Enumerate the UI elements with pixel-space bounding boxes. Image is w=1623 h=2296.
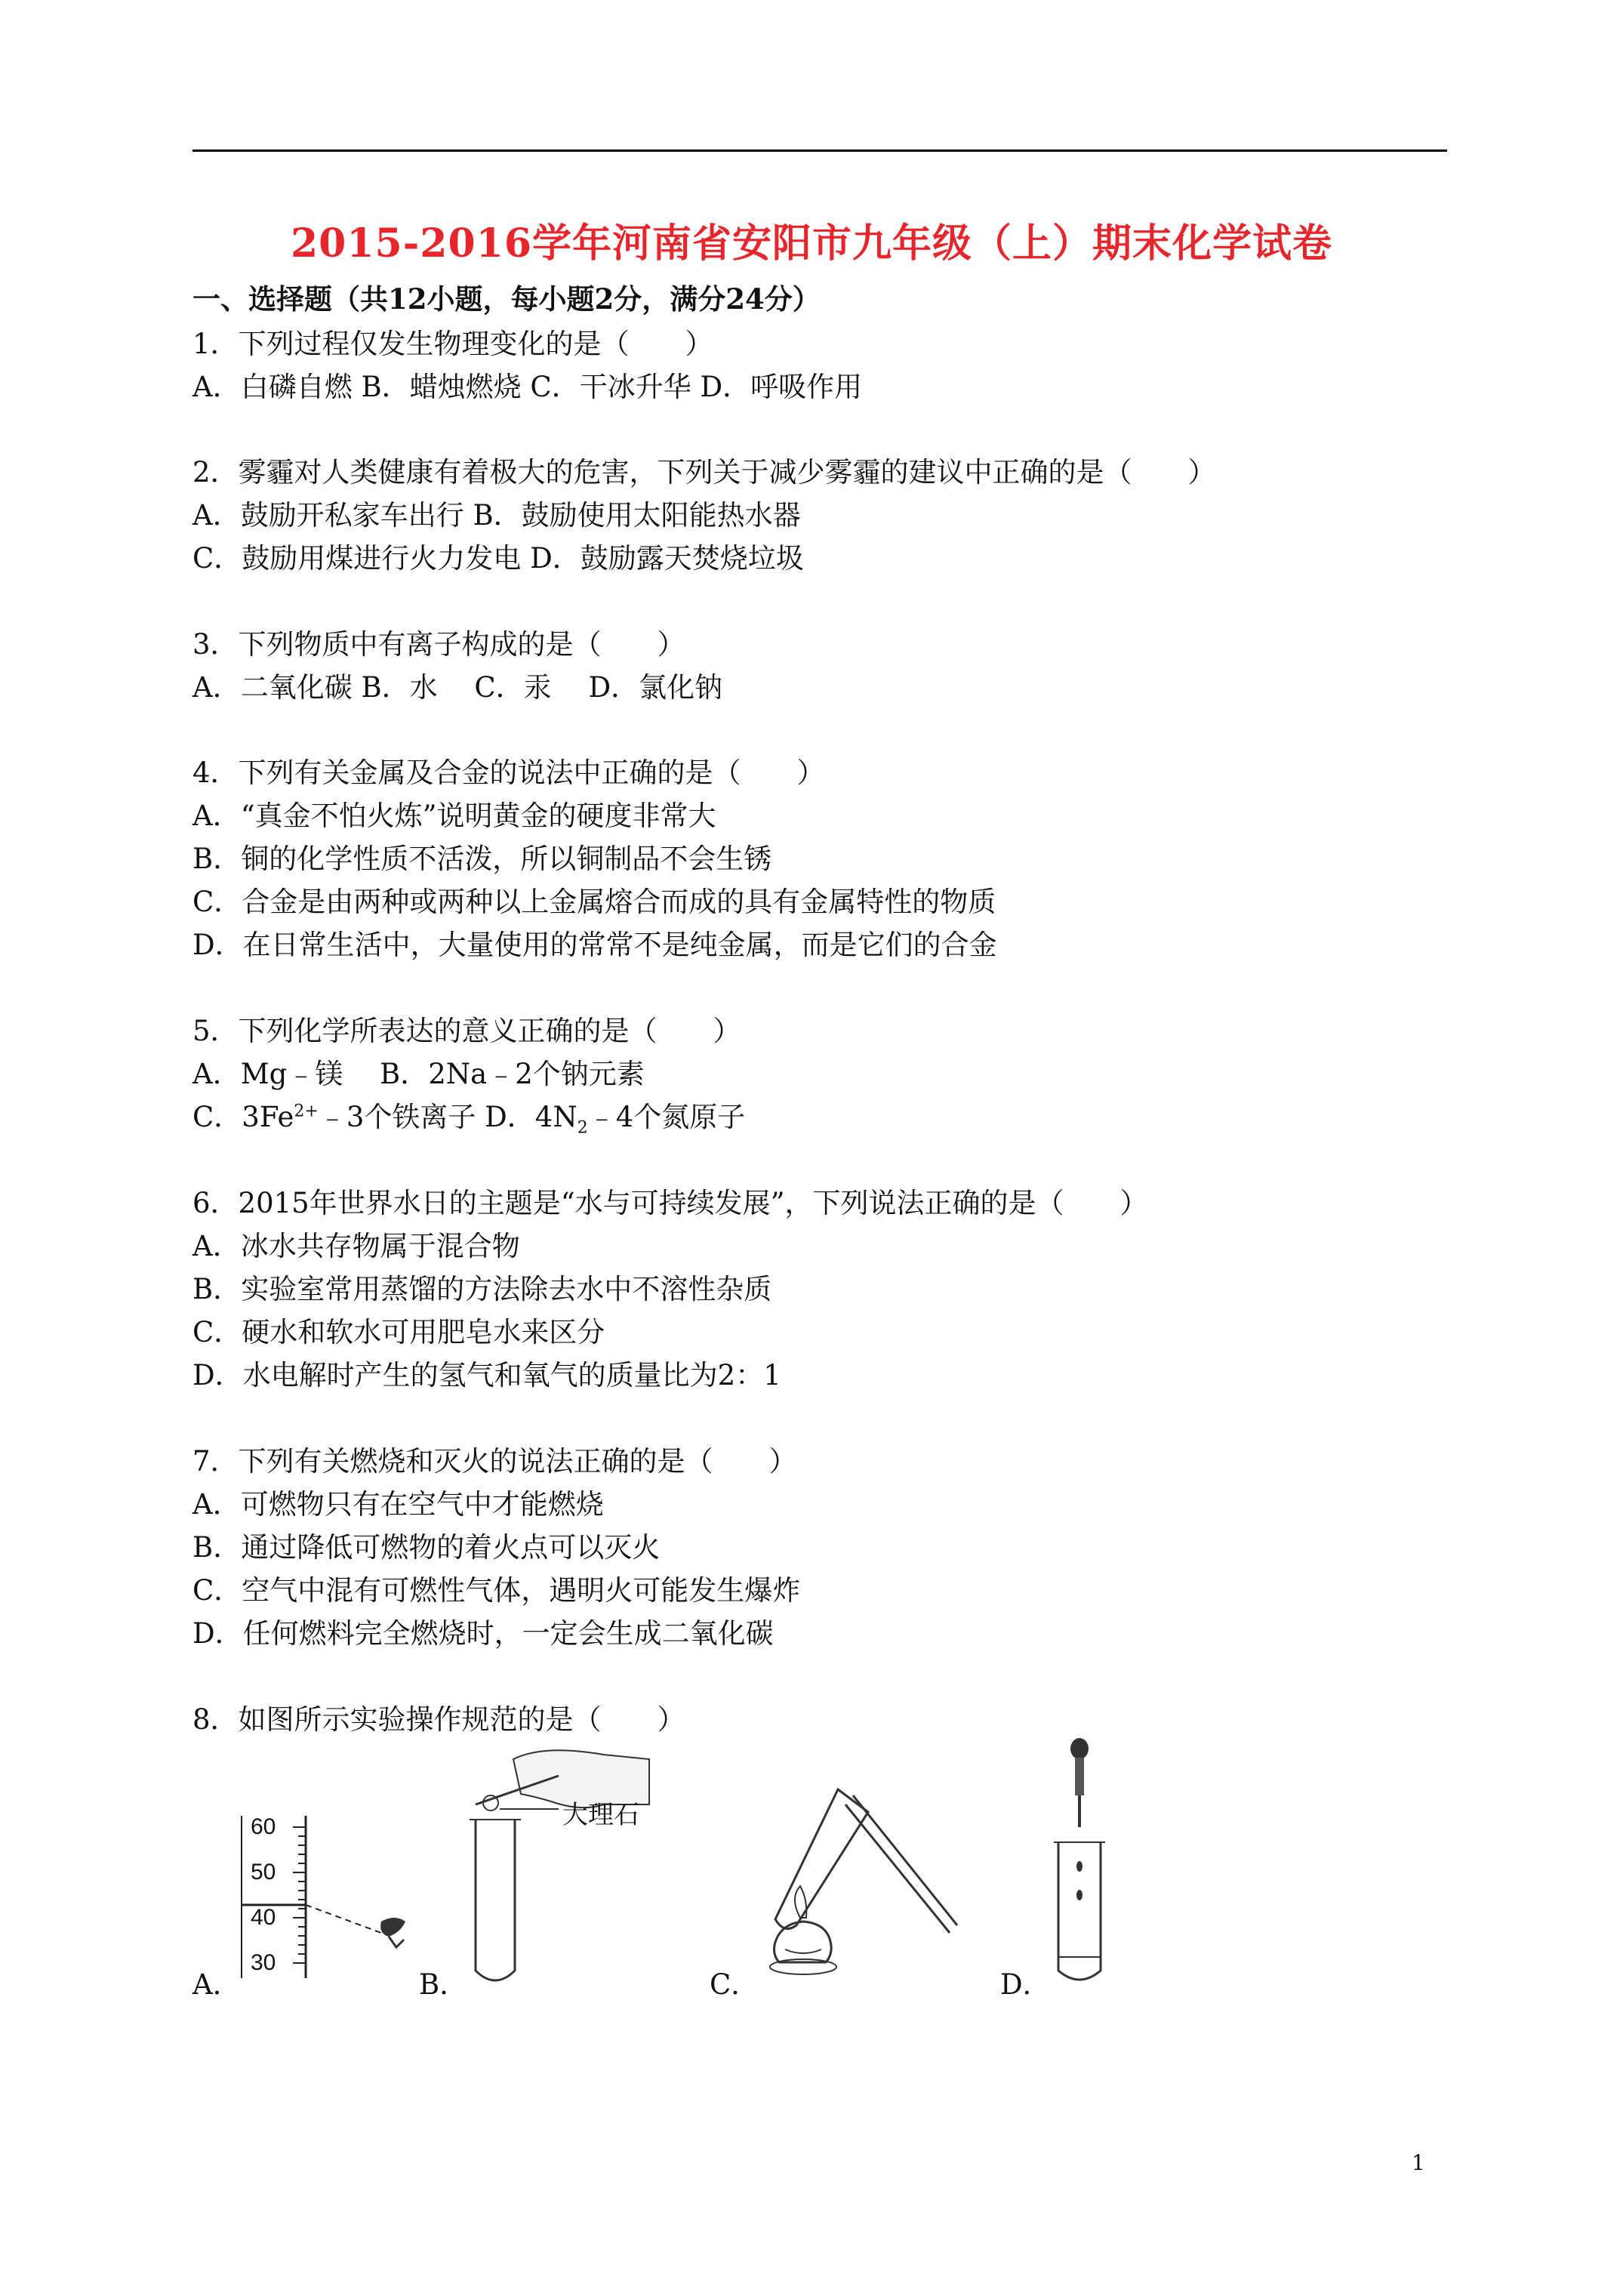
question-3-stem: 3．下列物质中有离子构成的是（ ）	[192, 628, 685, 661]
question-8-stem: 8．如图所示实验操作规范的是（ ）	[192, 1703, 685, 1736]
question-1-stem: 1．下列过程仅发生物理变化的是（ ）	[192, 328, 713, 360]
fe-charge: 2+	[294, 1102, 319, 1121]
section-heading: 一、选择题（共12小题，每小题2分，满分24分）	[192, 282, 821, 316]
question-5-options-cd	[192, 1103, 745, 1136]
question-7-option-a: A．可燃物只有在空气中才能燃烧	[192, 1488, 604, 1521]
figure-a-label: A．	[192, 1968, 241, 2001]
question-5-stem: 5．下列化学所表达的意义正确的是（ ）	[192, 1015, 741, 1047]
question-7-option-c: C．空气中混有可燃性气体，遇明火可能发生爆炸	[192, 1574, 801, 1607]
question-1-options: A．白磷自燃 B．蜡烛燃烧 C．干冰升华 D．呼吸作用	[192, 371, 863, 403]
question-6-option-a: A．冰水共存物属于混合物	[192, 1230, 520, 1262]
marble-label: 大理石	[562, 1801, 639, 1829]
figure-d-label: D．	[1000, 1968, 1051, 2001]
q5-option-d-suffix: ﹣4个氮原子	[587, 1101, 746, 1133]
figure-d-dropper	[1042, 1737, 1117, 1986]
figure-b-test-tube	[460, 1744, 664, 1986]
question-7-stem: 7．下列有关燃烧和灭火的说法正确的是（ ）	[192, 1445, 797, 1478]
figure-c-label: C．	[710, 1968, 759, 2001]
question-4-option-d: D．在日常生活中，大量使用的常常不是纯金属，而是它们的合金	[192, 929, 997, 961]
question-6-option-b: B．实验室常用蒸馏的方法除去水中不溶性杂质	[192, 1273, 772, 1305]
question-6-option-c: C．硬水和软水可用肥皂水来区分	[192, 1316, 605, 1348]
page-title: 2015-2016学年河南省安阳市九年级（上）期末化学试卷	[290, 220, 1333, 267]
question-7-option-b: B．通过降低可燃物的着火点可以灭火	[192, 1531, 661, 1564]
question-6-option-d: D．水电解时产生的氢气和氧气的质量比为2：1	[192, 1359, 781, 1391]
header-rule	[192, 149, 1447, 152]
question-2-stem: 2．雾霾对人类健康有着极大的危害，下列关于减少雾霾的建议中正确的是（ ）	[192, 456, 1216, 488]
page-number: 1	[1412, 2150, 1425, 2175]
scale-tick-30: 30	[251, 1950, 276, 1975]
q5-option-c-prefix: C．3Fe	[192, 1101, 294, 1133]
question-4-option-c: C．合金是由两种或两种以上金属熔合而成的具有金属特性的物质	[192, 886, 996, 918]
question-7-option-d: D．任何燃料完全燃烧时，一定会生成二氧化碳	[192, 1617, 774, 1650]
question-2-options-cd: C．鼓励用煤进行火力发电 D．鼓励露天焚烧垃圾	[192, 542, 804, 575]
figure-c-heating	[755, 1782, 966, 1986]
question-2-options-ab: A．鼓励开私家车出行 B．鼓励使用太阳能热水器	[192, 499, 801, 532]
scale-tick-40: 40	[251, 1905, 276, 1930]
question-3-options: A．二氧化碳 B．水 C．汞 D．氯化钠	[192, 671, 723, 704]
question-4-option-a: A．“真金不怕火炼”说明黄金的硬度非常大	[192, 800, 716, 832]
question-4-option-b: B．铜的化学性质不活泼，所以铜制品不会生锈	[192, 843, 772, 875]
figure-b-label: B．	[419, 1968, 468, 2001]
scale-tick-50: 50	[251, 1860, 276, 1885]
q5-option-c-suffix: ﹣3个铁离子 D．4N	[318, 1101, 577, 1133]
n2-subscript: 2	[577, 1118, 588, 1138]
question-6-stem: 6．2015年世界水日的主题是“水与可持续发展”，下列说法正确的是（ ）	[192, 1187, 1148, 1219]
question-4-stem: 4．下列有关金属及合金的说法中正确的是（ ）	[192, 757, 825, 789]
figure-a-cylinder	[234, 1808, 430, 1982]
question-5-options-ab: A．Mg﹣镁 B．2Na﹣2个钠元素	[192, 1058, 645, 1090]
scale-tick-60: 60	[251, 1814, 276, 1839]
